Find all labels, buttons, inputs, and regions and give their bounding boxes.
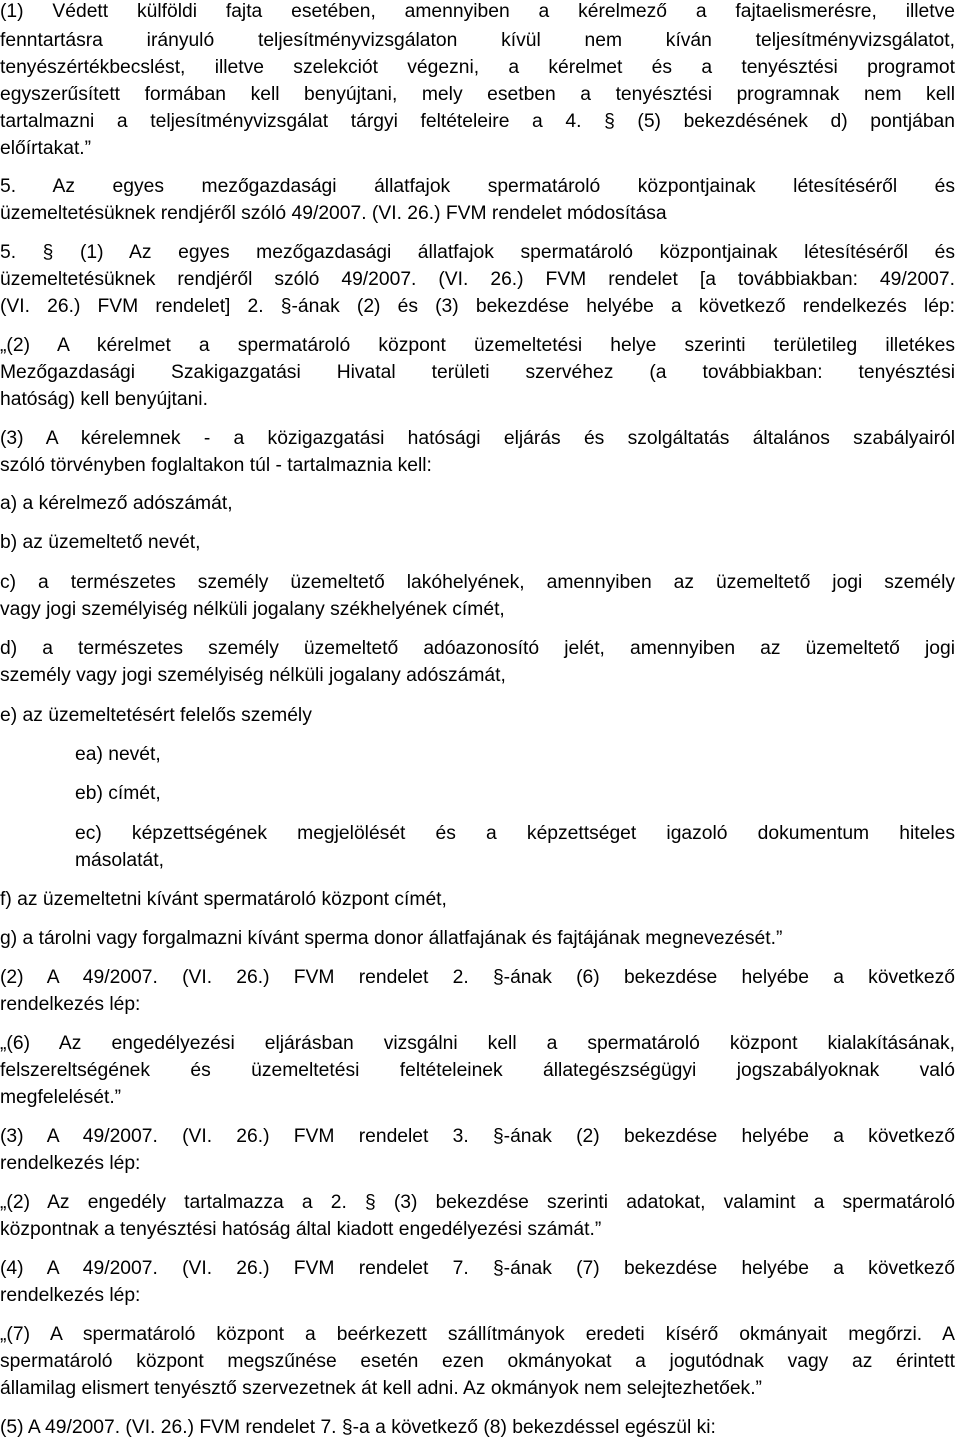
list-item: f) az üzemeltetni kívánt spermatároló központ címét, — [0, 889, 447, 910]
text-line: hatóság) kell benyújtani. — [0, 389, 208, 410]
text-line: Mezőgazdasági Szakigazgatási Hivatal területi szervéhez (a továbbiakban: tenyésztési — [0, 362, 955, 383]
text-line: (1) Védett külföldi fajta esetében, amennyiben a kérelmező a fajtaelismerésre, illetve — [0, 1, 955, 22]
sub-list-item: másolatát, — [75, 850, 164, 871]
text-line: spermatároló központ megszűnése esetén ezen okmányokat a jogutódnak vagy az érintett — [0, 1351, 955, 1372]
text-line: megfelelését.” — [0, 1087, 122, 1108]
text-line: szóló törvényben foglaltakon túl - tartalmaznia kell: — [0, 455, 432, 476]
text-line: üzemeltetésüknek rendjéről szóló 49/2007. (VI. 26.) FVM rendelet [a továbbiakban: 49/2007. — [0, 269, 955, 290]
text-line: (3) A 49/2007. (VI. 26.) FVM rendelet 3. §-ának (2) bekezdése helyébe a következő — [0, 1126, 955, 1147]
text-line: tartalmazni a teljesítményvizsgálat tárgyi feltételeire a 4. § (5) bekezdésének d) pontjában — [0, 111, 955, 132]
sub-list-item: ec) képzettségének megjelölését és a képzettséget igazoló dokumentum hiteles — [75, 823, 955, 844]
section-heading: 5. Az egyes mezőgazdasági állatfajok spermatároló központjainak létesítéséről és — [0, 176, 955, 197]
text-line: fenntartásra irányuló teljesítményvizsgálaton kívül nem kíván teljesítményvizsgálatot, — [0, 30, 955, 51]
text-line: „(2) Az engedély tartalmazza a 2. § (3) bekezdése szerinti adatokat, valamint a spermatároló — [0, 1192, 955, 1213]
text-line: „(7) A spermatároló központ a beérkezett szállítmányok eredeti kísérő okmányait megőrzi. A — [0, 1324, 955, 1345]
text-line: központnak a tenyésztési hatóság által kiadott engedélyezési számát.” — [0, 1219, 602, 1240]
text-line: „(6) Az engedélyezési eljárásban vizsgálni kell a spermatároló központ kialakításának, — [0, 1033, 955, 1054]
list-item: g) a tárolni vagy forgalmazni kívánt sperma donor állatfajának és fajtájának megnevezését.” — [0, 928, 783, 949]
text-line: (5) A 49/2007. (VI. 26.) FVM rendelet 7. §-a a következő (8) bekezdéssel egészül ki: — [0, 1417, 716, 1438]
list-item: d) a természetes személy üzemeltető adóazonosító jelét, amennyiben az üzemeltető jogi — [0, 638, 955, 659]
sub-list-item: eb) címét, — [75, 783, 161, 804]
text-line: rendelkezés lép: — [0, 994, 141, 1015]
list-item: vagy jogi személyiség nélküli jogalany székhelyének címét, — [0, 599, 505, 620]
list-item: a) a kérelmező adószámát, — [0, 493, 233, 514]
text-line: előírtakat.” — [0, 138, 92, 159]
list-item: b) az üzemeltető nevét, — [0, 532, 201, 553]
text-line: (4) A 49/2007. (VI. 26.) FVM rendelet 7. §-ának (7) bekezdése helyébe a következő — [0, 1258, 955, 1279]
text-line: (VI. 26.) FVM rendelet] 2. §-ának (2) és (3) bekezdése helyébe a következő rendelkezés lép: — [0, 296, 955, 317]
text-line: felszereltségének és üzemeltetési feltételeinek állategészségügyi jogszabályoknak való — [0, 1060, 955, 1081]
text-line: (2) A 49/2007. (VI. 26.) FVM rendelet 2. §-ának (6) bekezdése helyébe a következő — [0, 967, 955, 988]
text-line: államilag elismert tenyésztő szervezetnek át kell adni. Az okmányok nem selejtezhetőek.” — [0, 1378, 762, 1399]
section-heading: üzemeltetésüknek rendjéről szóló 49/2007. (VI. 26.) FVM rendelet módosítása — [0, 203, 667, 224]
list-item: személy vagy jogi személyiség nélküli jogalany adószámát, — [0, 665, 506, 686]
text-line: 5. § (1) Az egyes mezőgazdasági állatfajok spermatároló központjainak létesítéséről és — [0, 242, 955, 263]
text-line: tenyészértékbecslést, illetve szelekciót végezni, a kérelmet és a tenyésztési programot — [0, 57, 955, 78]
sub-list-item: ea) nevét, — [75, 744, 161, 765]
text-line: „(2) A kérelmet a spermatároló központ üzemeltetési helye szerinti területileg illetékes — [0, 335, 955, 356]
text-line: rendelkezés lép: — [0, 1285, 141, 1306]
text-line: egyszerűsített formában kell benyújtani, mely esetben a tenyésztési programnak nem kell — [0, 84, 955, 105]
list-item: c) a természetes személy üzemeltető lakóhelyének, amennyiben az üzemeltető jogi személy — [0, 572, 955, 593]
list-item: e) az üzemeltetésért felelős személy — [0, 705, 312, 726]
text-line: (3) A kérelemnek - a közigazgatási hatósági eljárás és szolgáltatás általános szabályairól — [0, 428, 955, 449]
text-line: rendelkezés lép: — [0, 1153, 141, 1174]
